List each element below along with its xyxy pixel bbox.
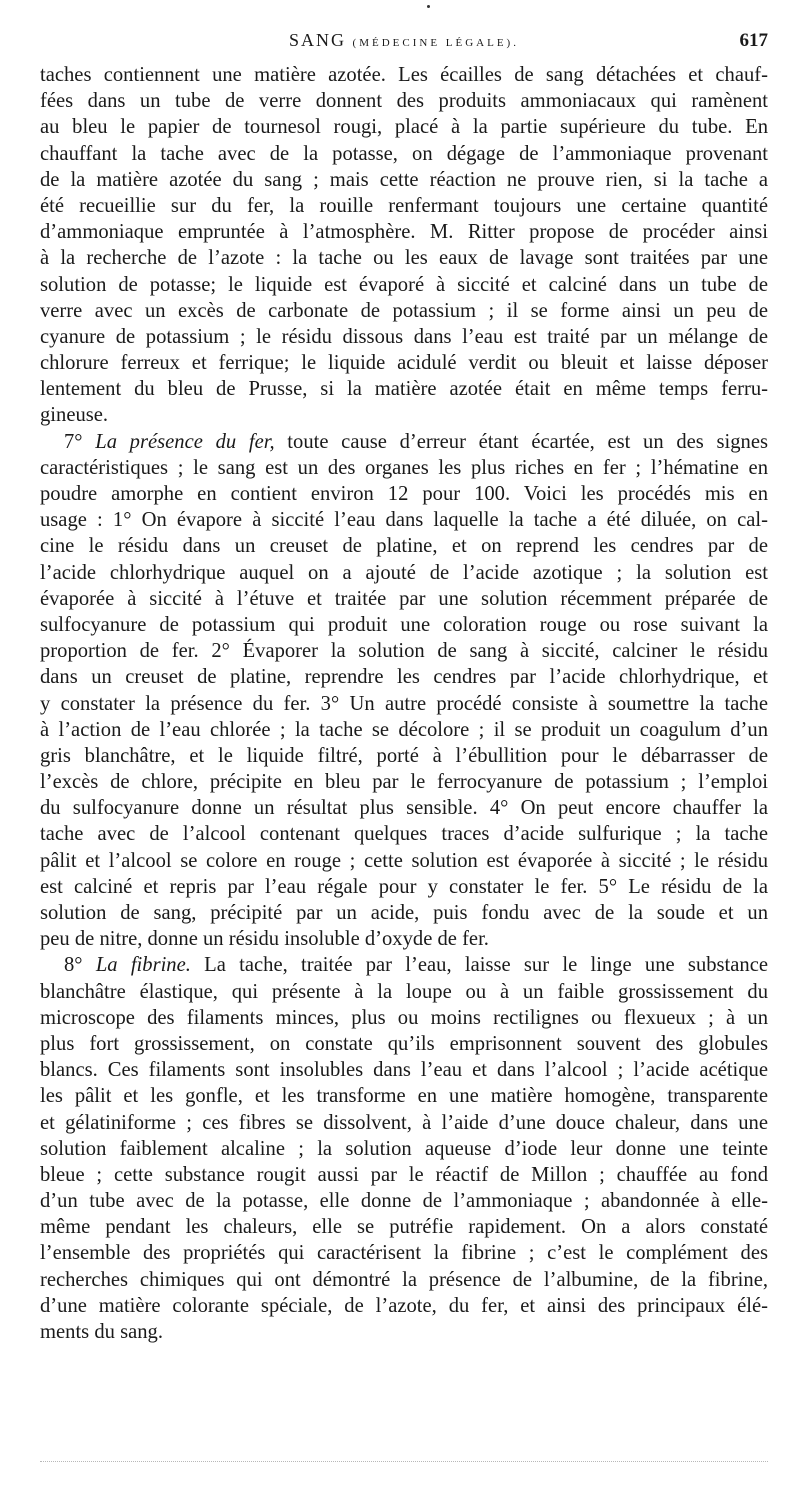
text-line: l’ensemble des propriétés qui caractérisent la fibrine ; c’est le complément des (40, 1242, 768, 1265)
text-line: proportion de fer. 2° Évaporer la solution de sang à siccité, calciner le résidu (40, 640, 768, 663)
text-line: et gélatiniforme ; ces fibres se dissolvent, à l’aide d’une douce chaleur, dans une (40, 1111, 768, 1134)
line-text: toute cause d’erreur étant écartée, est un des signes (274, 430, 768, 453)
text-line: solution de sang, précipité par un acide, puis fondu avec de la soude et un (40, 902, 768, 924)
running-title (40, 30, 768, 51)
text-line: usage : 1° On évapore à siccité l’eau dans laquelle la tache a été diluée, on cal- (40, 509, 768, 532)
page-number: 617 (739, 30, 768, 51)
text-line: poudre amorphe en contient environ 12 pour 100. Voici les procédés mis en (40, 483, 768, 505)
text-line: pâlit et l’alcool se colore en rouge ; cette solution est évaporée à siccité ; le résidu (40, 849, 768, 872)
text-line: cyanure de potassium ; le résidu dissous dans l’eau est traité par un mélange de (40, 325, 768, 348)
text-line: gineuse. (40, 404, 109, 427)
text-line: caractéristiques ; le sang est un des organes les plus riches en fer ; l’hématine en (40, 456, 768, 479)
running-head (40, 30, 768, 56)
text-line: solution de potasse; le liquide est évaporé à siccité et calciné dans un tube de (40, 273, 768, 296)
text-line: plus fort grossissement, on constate qu’ils emprisonnent souvent des globules (40, 1032, 768, 1055)
text-line: chauffant la tache avec de la potasse, on dégage de l’ammoniaque provenant (40, 142, 768, 165)
text-line: évaporée à siccité à l’étuve et traitée par une solution récemment préparée de (40, 587, 768, 610)
ink-dot (427, 5, 430, 8)
section-number: 8° (64, 954, 96, 977)
section-number: 7° (64, 430, 96, 453)
text-line: verre avec un excès de carbonate de potassium ; il se forme ainsi un peu de (40, 299, 768, 322)
text-line: l’acide chlorhydrique auquel on a ajouté de l’acide azotique ; la solution est (40, 561, 768, 584)
text-line: bleue ; cette substance rougit aussi par le réactif de Millon ; chauffée au fond (40, 1163, 768, 1186)
text-line: est calciné et repris par l’eau régale pour y constater le fer. 5° Le résidu de la (40, 875, 768, 898)
text-line: peu de nitre, donne un résidu insoluble d’oxyde de fer. (40, 928, 489, 951)
section-heading: La présence du fer, (95, 430, 275, 453)
text-line: y constater la présence du fer. 3° Un autre procédé consiste à soumettre la tache (40, 692, 768, 715)
text-line: les pâlit et les gonfle, et les transforme en une matière homogène, transparente (40, 1085, 768, 1108)
text-line (40, 952, 768, 978)
text-line: taches contiennent une matière azotée. Les écailles de sang détachées et chauf- (40, 64, 768, 86)
text-line: chlorure ferreux et ferrique; le liquide acidulé verdit ou bleuit et laisse déposer (40, 352, 768, 375)
bottom-dotted-rule (40, 1461, 768, 1462)
text-line: du sulfocyanure donne un résultat plus sensible. 4° On peut encore chauffer la (40, 797, 768, 820)
text-line: d’ammoniaque empruntée à l’atmosphère. M. Ritter propose de procéder ainsi (40, 221, 768, 244)
text-line: cine le résidu dans un creuset de platine, et on reprend les cendres par de (40, 535, 768, 558)
text-line: microscope des filaments minces, plus ou moins rectilignes ou flexueux ; à un (40, 1006, 768, 1029)
section-heading: La fibrine. (95, 954, 191, 977)
text-line: même pendant les chaleurs, elle se putréfie rapidement. On a alors constaté (40, 1216, 768, 1239)
text-line: fées dans un tube de verre donnent des produits ammoniacaux qui ramènent (40, 90, 768, 113)
text-line: à l’action de l’eau chlorée ; la tache se décolore ; il se produit un coagulum d’un (40, 718, 768, 741)
text-line: blanchâtre élastique, qui présente à la loupe ou à un faible grossissement du (40, 980, 768, 1003)
text-line: l’excès de chlore, précipite en bleu par le ferrocyanure de potassium ; l’emploi (40, 771, 768, 794)
line-text: La tache, traitée par l’eau, laisse sur le linge une substance (190, 954, 768, 977)
text-line (40, 429, 768, 455)
text-line: d’une matière colorante spéciale, de l’azote, du fer, et ainsi des principaux élé- (40, 1294, 768, 1317)
text-line: solution faiblement alcaline ; la solution aqueuse d’iode leur donne une teinte (40, 1137, 768, 1160)
text-line: tache avec de l’alcool contenant quelques traces d’acide sulfurique ; la tache (40, 823, 768, 846)
text-line: au bleu le papier de tournesol rougi, placé à la partie supérieure du tube. En (40, 116, 768, 139)
text-line: blancs. Ces filaments sont insolubles dans l’eau et dans l’alcool ; l’acide acétique (40, 1059, 768, 1082)
text-line: ments du sang. (40, 1321, 163, 1343)
text-line: recherches chimiques qui ont démontré la présence de l’albumine, de la fibrine, (40, 1268, 768, 1291)
text-line: dans un creuset de platine, reprendre les cendres par l’acide chlorhydrique, et (40, 666, 768, 689)
text-line: lentement du bleu de Prusse, si la matière azotée était en même temps ferru- (40, 378, 768, 401)
text-line: été recueillie sur du fer, la rouille renfermant toujours une certaine quantité (40, 194, 768, 217)
text-line: de la matière azotée du sang ; mais cette réaction ne prouve rien, si la tache a (40, 168, 768, 191)
text-line: d’un tube avec de la potasse, elle donne de l’ammoniaque ; abandonnée à elle- (40, 1190, 768, 1213)
running-title-main: SANG (289, 30, 347, 50)
body-text (40, 62, 768, 1345)
running-title-subject: (MÉDECINE LÉGALE). (352, 37, 519, 49)
text-line: à la recherche de l’azote : la tache ou les eaux de lavage sont traitées par une (40, 247, 768, 270)
text-line: sulfocyanure de potassium qui produit une coloration rouge ou rose suivant la (40, 613, 768, 636)
text-line: gris blanchâtre, et le liquide filtré, porté à l’ébullition pour le débarrasser de (40, 744, 768, 767)
